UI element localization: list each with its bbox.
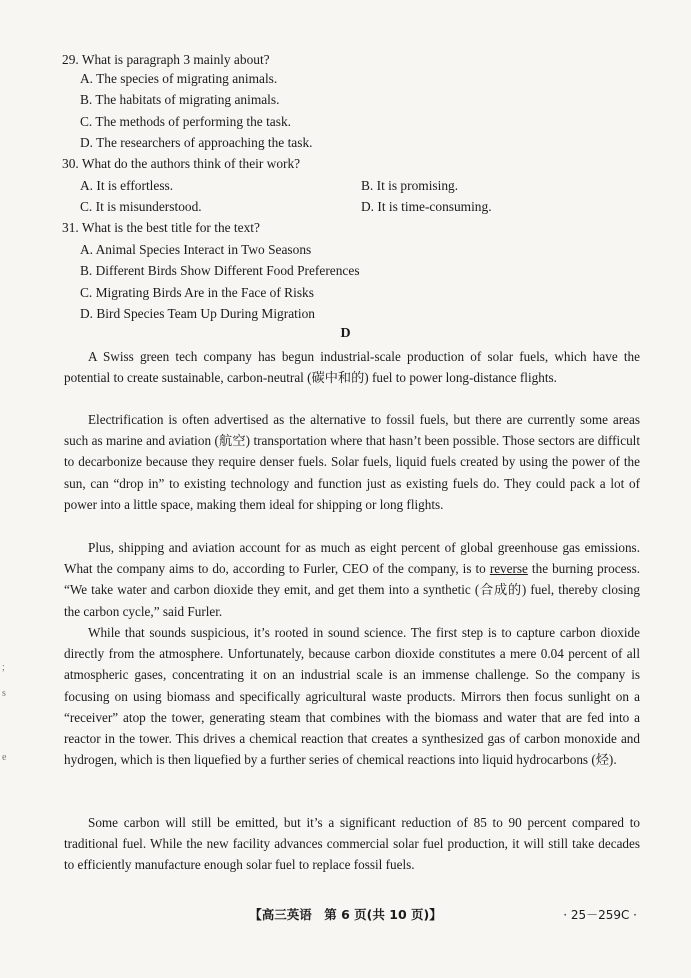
paragraph-3-text-end: the burning process. “We take water and carbon dioxide they emit, and get them into a synthetic (合成的) fuel, thereby closing the carbon cycle,” said Furler. xyxy=(64,561,640,619)
question-29-option-c: C. The methods of performing the task. xyxy=(80,114,291,129)
question-31-stem: 31. What is the best title for the text? xyxy=(62,220,260,235)
margin-mark: e xyxy=(2,752,7,763)
margin-mark: s xyxy=(2,688,6,699)
question-29-option-d: D. The researchers of approaching the task. xyxy=(80,135,313,150)
question-30-option-d: D. It is time-consuming. xyxy=(361,199,492,214)
question-30-option-a: A. It is effortless. xyxy=(80,178,174,193)
question-31-option-a: A. Animal Species Interact in Two Seasons xyxy=(80,242,312,257)
paper-code: · 25－259C · xyxy=(563,908,637,922)
paragraph-3-text-start: Plus, shipping and aviation account for as much as eight percent of global greenhouse gas emissions. What the company aims to do, according to Furler, CEO of the company, is to xyxy=(64,540,640,577)
passage-paragraph-5: Some carbon will still be emitted, but it’s a significant reduction of 85 to 90 percent compared to traditional fuel. While the new facility advances commercial solar fuel production, it will still take decades to efficiently manufacture enough solar fuel to replace fossil fuels. xyxy=(64,815,640,873)
underlined-word-reverse: reverse xyxy=(489,561,528,577)
question-29-stem: 29. What is paragraph 3 mainly about? xyxy=(62,52,270,67)
section-heading: D xyxy=(340,326,351,341)
question-31-option-b: B. Different Birds Show Different Food Preferences xyxy=(80,263,360,278)
passage-paragraph-2: Electrification is often advertised as the alternative to fossil fuels, but there are currently some areas such as marine and aviation (航空) transportation where that hasn’t been possible. Those sectors are difficult to decarbonize because they require denser fuels. Solar fuels, liquid fuels created by using the power of the sun, can “drop in” to existing technology and function just as existing fuels do. They could pack a lot of power into a little space, making them ideal for shipping or long flights. xyxy=(64,412,640,512)
question-29-option-b: B. The habitats of migrating animals. xyxy=(80,92,280,107)
question-30-option-c: C. It is misunderstood. xyxy=(80,199,202,214)
question-31-option-c: C. Migrating Birds Are in the Face of Risks xyxy=(80,285,314,300)
question-30-stem: 30. What do the authors think of their work? xyxy=(62,156,301,171)
question-29-option-a: A. The species of migrating animals. xyxy=(80,71,278,86)
question-31-option-d: D. Bird Species Team Up During Migration xyxy=(80,306,315,321)
margin-mark: ; xyxy=(2,662,5,673)
page-footer: 【高三英语 第 6 页(共 10 页)】 xyxy=(249,907,442,922)
passage-paragraph-3 xyxy=(64,537,640,622)
passage-paragraph-4: While that sounds suspicious, it’s rooted in sound science. The first step is to capture carbon dioxide directly from the atmosphere. Unfortunately, because carbon dioxide constitutes a mere 0.04 percent of all atmospheric gases, concentrating it on an industrial scale is an immense challenge. So the company is focusing on using biomass and specifically agricultural waste products. Mirrors then focus sunlight on a “receiver” atop the tower, generating steam that combines with the biomass and water that are fed into a reactor in the tower. This drives a chemical reaction that creates a synthesized gas of carbon monoxide and hydrogen, which is then liquefied by a further series of chemical reactions into liquid hydrocarbons (烃). xyxy=(64,625,640,768)
passage-paragraph-1: A Swiss green tech company has begun industrial-scale production of solar fuels, which have the potential to create sustainable, carbon-neutral (碳中和的) fuel to power long-distance flights. xyxy=(64,349,640,386)
question-30-option-b: B. It is promising. xyxy=(361,178,459,193)
